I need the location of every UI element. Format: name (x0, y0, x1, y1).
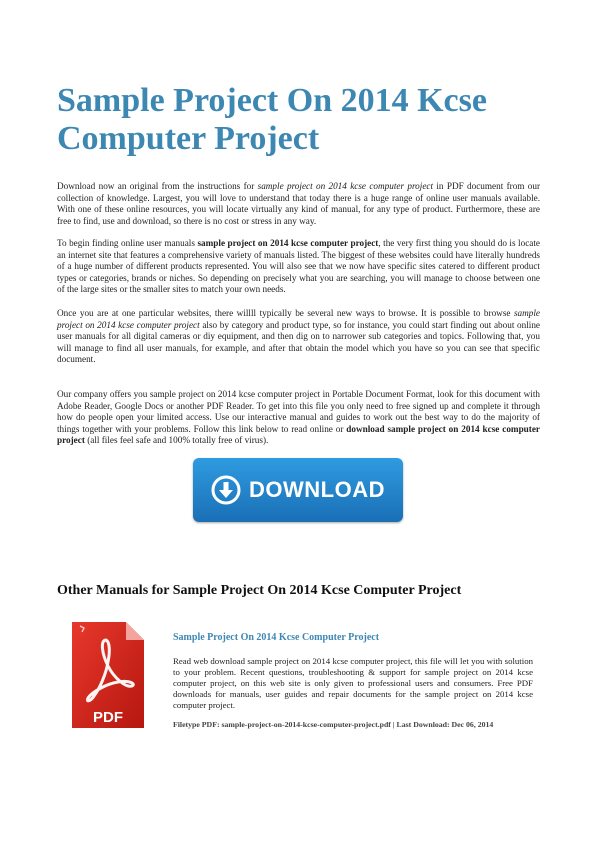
p1-text-a: Download now an original from the instructions for (57, 181, 258, 191)
browsing-paragraph (57, 308, 540, 366)
download-button[interactable] (193, 458, 403, 522)
offer-paragraph (57, 389, 540, 447)
manual-item-meta: Filetype PDF: sample-project-on-2014-kcse-computer-project.pdf | Last Download: Dec 06, 2014 (173, 720, 494, 729)
manual-item-title[interactable]: Sample Project On 2014 Kcse Computer Project (173, 632, 380, 643)
download-arrow-icon (211, 475, 241, 505)
finding-manuals-paragraph (57, 238, 540, 296)
pdf-icon-label: PDF (93, 709, 123, 726)
p1-keyword: sample project on 2014 kcse computer project (257, 181, 434, 191)
p4-text-a: Our company offers you sample project on 2014 kcse computer project in Portable Document Format, look for this document with Adobe Reader, Google Docs or another PDF Reader. To get into this file you only need to free signed up and complete it through how do people open your limited access. Use our interactive manual and guides to work out the best way to do the majority of things together with your problems. Follow this link below to read online or (57, 389, 540, 434)
p4-download-link[interactable]: download sample project on 2014 kcse computer project (57, 423, 541, 446)
p4-text-c: (all files feel safe and 100% totally free of virus). (84, 435, 269, 446)
p3-keyword: sample project on 2014 kcse computer project (57, 308, 540, 330)
p2-text-a: To begin finding online user manuals (57, 238, 198, 248)
other-manuals-heading: Other Manuals for Sample Project On 2014 Kcse Computer Project (57, 583, 462, 598)
download-button-label: DOWNLOAD (249, 477, 385, 502)
intro-paragraph (57, 181, 540, 227)
p1-text-c: in PDF document from our collection of knowledge. Largest, you will love to understand that today there is a huge range of online user manuals available. With one of these online resources, you will locate virtually any kind of manual, for any type of product. Furthermore, these are free to find, use and download, so there is no cost or stress in any way. (57, 181, 541, 226)
page-title: Sample Project On 2014 Kcse Computer Project (57, 82, 487, 157)
pdf-file-icon[interactable] (70, 620, 146, 730)
p2-text-c: , the very first thing you should do is locate an internet site that features a comprehensive variety of manuals listed. The biggest of these websites could have literally hundreds of a huge number of different products represented. You will also see that we now have specific sites catered to different product types or categories, brands or niches. So depending on precisely what you are searching, you will manage to choose between one of the large sites or the smaller sites to match your own needs. (57, 238, 540, 295)
manual-item-description: Read web download sample project on 2014 kcse computer project, this file will let you with solution to your problem. Recent questions, troubleshooting & support for sample project on 2014 kcse computer project, on this web site is only given to professional users and consumers. Free PDF downloads for manuals, user guides and repair documents for the sample project on 2014 kcse computer project. (173, 656, 533, 710)
p3-text-a: Once you are at one particular websites, there willll typically be several new ways to browse. It is possible to browse (57, 308, 514, 318)
p2-keyword: sample project on 2014 kcse computer project (197, 238, 379, 248)
p3-text-c: also by category and product type, so for instance, you could start finding out about online user manuals for all digital cameras or diy equipment, and then dig on to narrower sub categories and topics. Following that, you will manage to find all user manuals, for example, and after that obtain the model which you have so you can see that specific document. (57, 319, 540, 365)
